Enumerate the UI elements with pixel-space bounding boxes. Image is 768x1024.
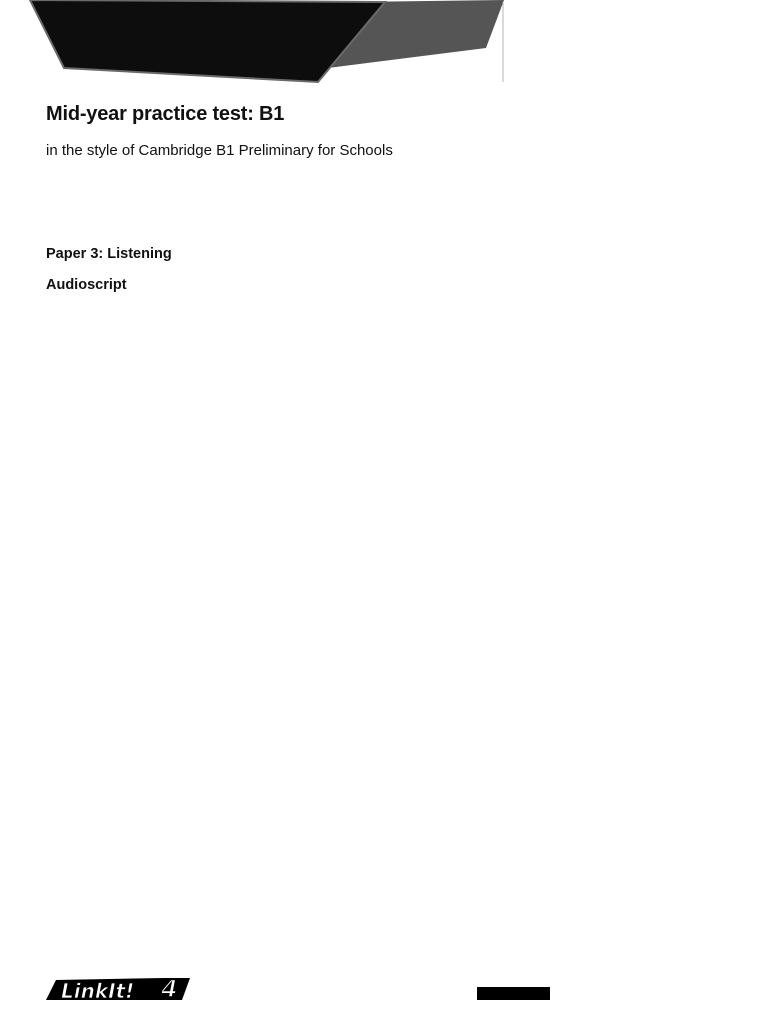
document-title: Mid-year practice test: B1 [46, 103, 285, 125]
footer-black-bar [477, 987, 550, 1000]
linkit-logo [44, 970, 194, 1004]
header-banner-graphic [0, 0, 510, 90]
logo-level-number: 4 [161, 975, 178, 1003]
section-label: Audioscript [46, 277, 127, 293]
banner-shape-dark [30, 0, 385, 82]
document-subtitle: in the style of Cambridge B1 Preliminary for Schools [46, 142, 393, 159]
logo-text: LinkIt! [61, 979, 135, 1003]
paper-label: Paper 3: Listening [46, 246, 172, 262]
